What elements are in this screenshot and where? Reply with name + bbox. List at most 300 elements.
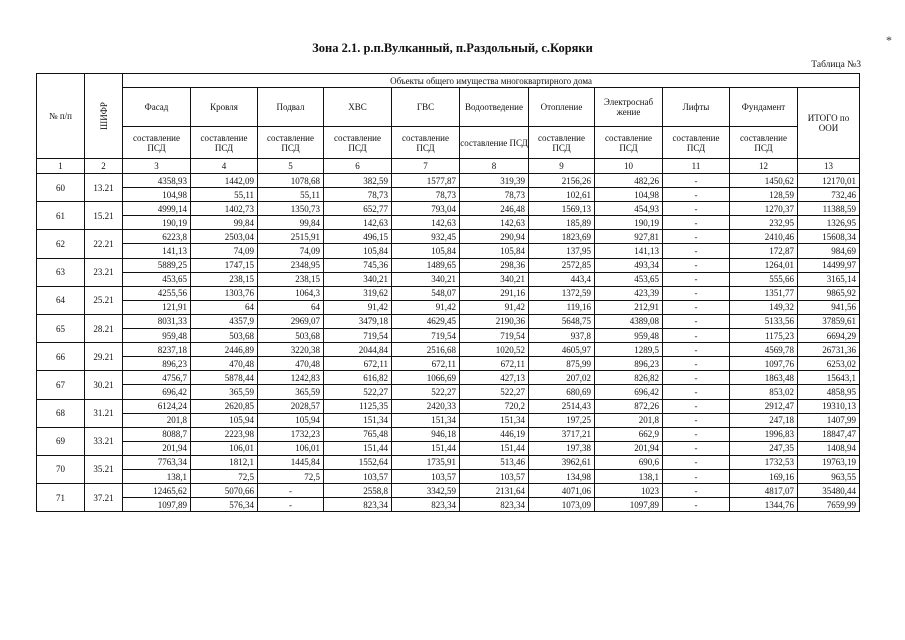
cell-value: 185,89: [529, 216, 595, 230]
cell-value: 690,6: [595, 455, 663, 469]
table-row: [37, 244, 860, 258]
cell-value: 134,98: [529, 469, 595, 483]
cell-value: 19763,19: [798, 455, 860, 469]
row-code: 35.21: [85, 455, 123, 483]
cell-value: 1073,09: [529, 498, 595, 512]
cell-value: 238,15: [258, 272, 324, 286]
cell-value: 2410,46: [730, 230, 798, 244]
cell-value: 2558,8: [324, 484, 392, 498]
cell-value: 105,84: [460, 244, 529, 258]
cell-value: 1242,83: [258, 371, 324, 385]
cell-value: 1823,69: [529, 230, 595, 244]
cell-value: -: [663, 216, 730, 230]
table-row: [37, 427, 860, 441]
cell-value: -: [663, 202, 730, 216]
cell-value: 872,26: [595, 399, 663, 413]
table-row: [37, 441, 860, 455]
cell-value: 72,5: [258, 469, 324, 483]
cell-value: 896,23: [123, 357, 191, 371]
cell-value: 1264,01: [730, 258, 798, 272]
cell-value: 207,02: [529, 371, 595, 385]
cell-value: -: [663, 357, 730, 371]
cell-value: 823,34: [324, 498, 392, 512]
column-number: 4: [191, 159, 258, 174]
cell-value: 1097,89: [123, 498, 191, 512]
header-sub: составление ПСД: [392, 127, 460, 159]
row-number: 68: [37, 399, 85, 427]
cell-value: 4357,9: [191, 314, 258, 328]
row-code: 13.21: [85, 174, 123, 202]
cell-value: 128,59: [730, 188, 798, 202]
cell-value: 4629,45: [392, 314, 460, 328]
cell-value: 105,84: [392, 244, 460, 258]
header-col: Кровля: [191, 88, 258, 127]
cell-value: 1097,89: [595, 498, 663, 512]
cell-value: 4999,14: [123, 202, 191, 216]
cell-value: 1735,91: [392, 455, 460, 469]
table-row: [37, 469, 860, 483]
cell-value: 106,01: [258, 441, 324, 455]
cell-value: -: [663, 371, 730, 385]
cell-value: 853,02: [730, 385, 798, 399]
row-code: 22.21: [85, 230, 123, 258]
cell-value: 2044,84: [324, 343, 392, 357]
cell-value: 105,94: [191, 413, 258, 427]
cell-value: 365,59: [258, 385, 324, 399]
cell-value: -: [663, 300, 730, 314]
cell-value: 1863,48: [730, 371, 798, 385]
cell-value: -: [663, 427, 730, 441]
cell-value: -: [663, 385, 730, 399]
cell-value: 427,13: [460, 371, 529, 385]
cell-value: 1552,64: [324, 455, 392, 469]
cell-value: 64: [258, 300, 324, 314]
cell-value: 365,59: [191, 385, 258, 399]
cell-value: 151,44: [324, 441, 392, 455]
cell-value: -: [663, 244, 730, 258]
cell-value: 548,07: [392, 286, 460, 300]
cell-value: 1812,1: [191, 455, 258, 469]
cell-value: 652,77: [324, 202, 392, 216]
cell-value: 3342,59: [392, 484, 460, 498]
cell-value: 672,11: [460, 357, 529, 371]
cell-value: 99,84: [258, 216, 324, 230]
cell-value: 91,42: [324, 300, 392, 314]
cell-value: 7659,99: [798, 498, 860, 512]
cell-value: 1372,59: [529, 286, 595, 300]
cell-value: 151,34: [324, 413, 392, 427]
column-number: 9: [529, 159, 595, 174]
cell-value: 37859,61: [798, 314, 860, 328]
cell-value: 298,36: [460, 258, 529, 272]
cell-value: 616,82: [324, 371, 392, 385]
cell-value: 896,23: [595, 357, 663, 371]
cell-value: 190,19: [123, 216, 191, 230]
cell-value: 1408,94: [798, 441, 860, 455]
cell-value: 78,73: [392, 188, 460, 202]
cell-value: -: [663, 498, 730, 512]
cell-value: 1450,62: [730, 174, 798, 188]
cell-value: 4756,7: [123, 371, 191, 385]
cell-value: 119,16: [529, 300, 595, 314]
row-number: 66: [37, 343, 85, 371]
cell-value: 105,94: [258, 413, 324, 427]
row-code: 29.21: [85, 343, 123, 371]
cell-value: 1996,83: [730, 427, 798, 441]
cell-value: 793,04: [392, 202, 460, 216]
table-row: [37, 455, 860, 469]
cell-value: 1270,37: [730, 202, 798, 216]
header-num: № п/п: [37, 74, 85, 159]
cell-value: 78,73: [324, 188, 392, 202]
column-number: 13: [798, 159, 860, 174]
header-sub: составление ПСД: [460, 127, 529, 159]
cell-value: 169,16: [730, 469, 798, 483]
table-row: [37, 484, 860, 498]
cell-value: 2028,57: [258, 399, 324, 413]
cell-value: 1732,23: [258, 427, 324, 441]
cell-value: 1064,3: [258, 286, 324, 300]
cell-value: 470,48: [258, 357, 324, 371]
row-code: 37.21: [85, 484, 123, 512]
table-row: [37, 258, 860, 272]
cell-value: 1023: [595, 484, 663, 498]
cell-value: 2912,47: [730, 399, 798, 413]
cell-value: 35480,44: [798, 484, 860, 498]
cell-value: 142,63: [392, 216, 460, 230]
cell-value: 340,21: [392, 272, 460, 286]
cell-value: 6223,8: [123, 230, 191, 244]
cell-value: -: [663, 188, 730, 202]
cell-value: 2190,36: [460, 314, 529, 328]
cell-value: 201,94: [123, 441, 191, 455]
cell-value: 382,59: [324, 174, 392, 188]
header-col: Подвал: [258, 88, 324, 127]
row-code: 33.21: [85, 427, 123, 455]
cell-value: -: [258, 484, 324, 498]
header-group: Объекты общего имущества многоквартирного дома: [123, 74, 860, 88]
cell-value: -: [663, 484, 730, 498]
corner-mark: *: [886, 33, 892, 47]
cell-value: 5133,56: [730, 314, 798, 328]
cell-value: 74,09: [258, 244, 324, 258]
column-number: 12: [730, 159, 798, 174]
cell-value: 2514,43: [529, 399, 595, 413]
table-row: [37, 329, 860, 343]
cell-value: 201,8: [595, 413, 663, 427]
cell-value: 290,94: [460, 230, 529, 244]
cell-value: 340,21: [324, 272, 392, 286]
cell-value: 74,09: [191, 244, 258, 258]
cell-value: 470,48: [191, 357, 258, 371]
header-sub: составление ПСД: [258, 127, 324, 159]
cell-value: 522,27: [460, 385, 529, 399]
row-code: 28.21: [85, 314, 123, 342]
cell-value: 103,57: [460, 469, 529, 483]
cell-value: 4605,97: [529, 343, 595, 357]
cell-value: 745,36: [324, 258, 392, 272]
cell-value: 104,98: [123, 188, 191, 202]
cell-value: -: [258, 498, 324, 512]
cell-value: 151,34: [460, 413, 529, 427]
cell-value: -: [663, 329, 730, 343]
header-sub: составление ПСД: [529, 127, 595, 159]
cell-value: -: [663, 469, 730, 483]
column-number: 7: [392, 159, 460, 174]
cell-value: 1489,65: [392, 258, 460, 272]
document-title: Зона 2.1. р.п.Вулканный, п.Раздольный, с.Коряки: [312, 41, 593, 55]
cell-value: 672,11: [324, 357, 392, 371]
cell-value: 2572,85: [529, 258, 595, 272]
cell-value: 1066,69: [392, 371, 460, 385]
cell-value: 927,81: [595, 230, 663, 244]
header-cipher-label: ШИФР: [98, 102, 109, 130]
cell-value: 246,48: [460, 202, 529, 216]
cell-value: 493,34: [595, 258, 663, 272]
cell-value: 555,66: [730, 272, 798, 286]
cell-value: 151,44: [460, 441, 529, 455]
cell-value: 19310,13: [798, 399, 860, 413]
cell-value: 72,5: [191, 469, 258, 483]
cell-value: -: [663, 413, 730, 427]
cell-value: 2620,85: [191, 399, 258, 413]
cell-value: 662,9: [595, 427, 663, 441]
cell-value: 3220,38: [258, 343, 324, 357]
cell-value: 963,55: [798, 469, 860, 483]
cell-value: 984,69: [798, 244, 860, 258]
header-cipher: [85, 74, 123, 159]
cell-value: 26731,36: [798, 343, 860, 357]
row-number: 62: [37, 230, 85, 258]
cell-value: 105,84: [324, 244, 392, 258]
cell-value: 932,45: [392, 230, 460, 244]
cell-value: 2420,33: [392, 399, 460, 413]
cell-value: 1175,23: [730, 329, 798, 343]
cell-value: 1020,52: [460, 343, 529, 357]
cell-value: 121,91: [123, 300, 191, 314]
cell-value: 2131,64: [460, 484, 529, 498]
row-number: 67: [37, 371, 85, 399]
cell-value: -: [663, 258, 730, 272]
cell-value: 138,1: [595, 469, 663, 483]
cell-value: 696,42: [595, 385, 663, 399]
cell-value: 2446,89: [191, 343, 258, 357]
row-number: 61: [37, 202, 85, 230]
cell-value: 503,68: [258, 329, 324, 343]
cell-value: 4358,93: [123, 174, 191, 188]
cell-value: 3479,18: [324, 314, 392, 328]
row-code: 31.21: [85, 399, 123, 427]
cell-value: 12465,62: [123, 484, 191, 498]
cell-value: 197,38: [529, 441, 595, 455]
cell-value: 2969,07: [258, 314, 324, 328]
cell-value: 55,11: [258, 188, 324, 202]
row-number: 64: [37, 286, 85, 314]
column-number: 3: [123, 159, 191, 174]
cell-value: 2503,04: [191, 230, 258, 244]
cell-value: 102,61: [529, 188, 595, 202]
cell-value: 3962,61: [529, 455, 595, 469]
cell-value: -: [663, 230, 730, 244]
cell-value: 201,94: [595, 441, 663, 455]
cell-value: 719,54: [460, 329, 529, 343]
cell-value: 4071,06: [529, 484, 595, 498]
cell-value: 4858,95: [798, 385, 860, 399]
cell-value: 151,34: [392, 413, 460, 427]
row-number: 63: [37, 258, 85, 286]
cost-table: [36, 73, 860, 512]
cell-value: 1445,84: [258, 455, 324, 469]
cell-value: 1577,87: [392, 174, 460, 188]
cell-value: 9865,92: [798, 286, 860, 300]
cell-value: 91,42: [460, 300, 529, 314]
cell-value: 106,01: [191, 441, 258, 455]
cell-value: 8237,18: [123, 343, 191, 357]
row-code: 30.21: [85, 371, 123, 399]
cell-value: 138,1: [123, 469, 191, 483]
cell-value: 1407,99: [798, 413, 860, 427]
row-number: 70: [37, 455, 85, 483]
cell-value: 5070,66: [191, 484, 258, 498]
cell-value: 446,19: [460, 427, 529, 441]
cell-value: 8031,33: [123, 314, 191, 328]
header-sub: составление ПСД: [324, 127, 392, 159]
cell-value: 15608,34: [798, 230, 860, 244]
cell-value: 823,34: [460, 498, 529, 512]
cell-value: 719,54: [324, 329, 392, 343]
column-number: 10: [595, 159, 663, 174]
cell-value: 78,73: [460, 188, 529, 202]
table-row: [37, 188, 860, 202]
cell-value: 5878,44: [191, 371, 258, 385]
cell-value: 513,46: [460, 455, 529, 469]
header-col: Водоотведение: [460, 88, 529, 127]
cell-value: 232,95: [730, 216, 798, 230]
row-code: 15.21: [85, 202, 123, 230]
cell-value: 522,27: [392, 385, 460, 399]
cell-value: 2348,95: [258, 258, 324, 272]
cell-value: 2515,91: [258, 230, 324, 244]
cell-value: 5889,25: [123, 258, 191, 272]
cell-value: 291,16: [460, 286, 529, 300]
cell-value: 15643,1: [798, 371, 860, 385]
cell-value: 137,95: [529, 244, 595, 258]
column-number: 11: [663, 159, 730, 174]
header-col: Фасад: [123, 88, 191, 127]
cell-value: -: [663, 286, 730, 300]
header-sub: составление ПСД: [191, 127, 258, 159]
cell-value: 1747,15: [191, 258, 258, 272]
cell-value: 423,39: [595, 286, 663, 300]
cell-value: -: [663, 343, 730, 357]
cell-value: 826,82: [595, 371, 663, 385]
cell-value: 4569,78: [730, 343, 798, 357]
row-number: 65: [37, 314, 85, 342]
cell-value: 212,91: [595, 300, 663, 314]
cell-value: 1303,76: [191, 286, 258, 300]
row-code: 23.21: [85, 258, 123, 286]
table-row: [37, 498, 860, 512]
header-sub: составление ПСД: [663, 127, 730, 159]
table-row: [37, 300, 860, 314]
cell-value: 1125,35: [324, 399, 392, 413]
cell-value: 1442,09: [191, 174, 258, 188]
cell-value: 3165,14: [798, 272, 860, 286]
cell-value: 959,48: [123, 329, 191, 343]
cell-value: 3717,21: [529, 427, 595, 441]
cell-value: 1097,76: [730, 357, 798, 371]
cell-value: -: [663, 272, 730, 286]
column-number: 5: [258, 159, 324, 174]
cell-value: 959,48: [595, 329, 663, 343]
cell-value: 719,54: [392, 329, 460, 343]
column-number: 6: [324, 159, 392, 174]
row-number: 69: [37, 427, 85, 455]
header-sub: составление ПСД: [730, 127, 798, 159]
cell-value: 6124,24: [123, 399, 191, 413]
cell-value: 6253,02: [798, 357, 860, 371]
cell-value: 732,46: [798, 188, 860, 202]
cell-value: 64: [191, 300, 258, 314]
table-row: [37, 230, 860, 244]
header-col: Лифты: [663, 88, 730, 127]
cell-value: 172,87: [730, 244, 798, 258]
cell-value: -: [663, 455, 730, 469]
cell-value: 103,57: [392, 469, 460, 483]
column-number: 8: [460, 159, 529, 174]
header-col: Электроснаб жение: [595, 88, 663, 127]
table-row: [37, 399, 860, 413]
cell-value: 151,44: [392, 441, 460, 455]
row-number: 71: [37, 484, 85, 512]
column-number: 1: [37, 159, 85, 174]
table-row: [37, 286, 860, 300]
cell-value: -: [663, 441, 730, 455]
table-row: [37, 314, 860, 328]
cell-value: -: [663, 174, 730, 188]
table-row: [37, 272, 860, 286]
header-col: ХВС: [324, 88, 392, 127]
cell-value: 142,63: [324, 216, 392, 230]
cell-value: 522,27: [324, 385, 392, 399]
cell-value: 247,18: [730, 413, 798, 427]
cell-value: 696,42: [123, 385, 191, 399]
cell-value: 4255,56: [123, 286, 191, 300]
cell-value: 104,98: [595, 188, 663, 202]
cell-value: 12170,01: [798, 174, 860, 188]
cell-value: 453,65: [123, 272, 191, 286]
column-number: 2: [85, 159, 123, 174]
cell-value: 11388,59: [798, 202, 860, 216]
cell-value: -: [663, 314, 730, 328]
cell-value: 141,13: [595, 244, 663, 258]
cell-value: 2516,68: [392, 343, 460, 357]
cell-value: 7763,34: [123, 455, 191, 469]
cell-value: 453,65: [595, 272, 663, 286]
cell-value: 55,11: [191, 188, 258, 202]
cell-value: 1350,73: [258, 202, 324, 216]
cell-value: 941,56: [798, 300, 860, 314]
cell-value: 4389,08: [595, 314, 663, 328]
table-row: [37, 413, 860, 427]
cell-value: 454,93: [595, 202, 663, 216]
row-code: 25.21: [85, 286, 123, 314]
table-row: [37, 385, 860, 399]
row-number: 60: [37, 174, 85, 202]
cell-value: 482,26: [595, 174, 663, 188]
cell-value: 142,63: [460, 216, 529, 230]
cell-value: 937,8: [529, 329, 595, 343]
